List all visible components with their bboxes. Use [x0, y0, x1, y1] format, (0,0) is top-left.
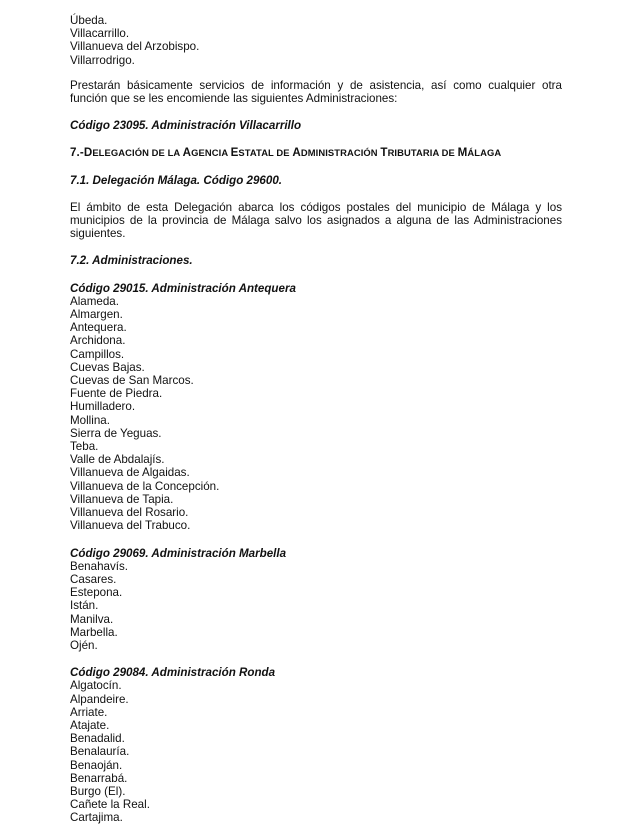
administraciones-heading: 7.2. Administraciones. [70, 254, 193, 268]
delegacion-malaga-heading: 7.1. Delegación Málaga. Código 29600. [70, 173, 282, 187]
list-item: Villacarrillo. [70, 27, 130, 41]
list-item: Benadalid. [70, 732, 125, 746]
list-item: Cañete la Real. [70, 798, 150, 812]
antequera-town-list [70, 295, 562, 533]
section-7-heading [70, 146, 562, 159]
list-item: Arriate. [70, 705, 108, 719]
title-initial: E [230, 146, 239, 160]
delegacion-paragraph: El ámbito de esta Delegación abarca los códigos postales del municipio de Málaga y los municipios de la provincia de Málaga salvo los asignados a alguna de las Administraciones siguientes. [70, 200, 562, 241]
list-item: Burgo (El). [70, 784, 126, 798]
admin-ronda-heading: Código 29084. Administración Ronda [70, 666, 276, 680]
list-item: Villanueva de Tapia. [70, 492, 174, 506]
list-item: Campillos. [70, 347, 125, 361]
title-rest: ELEGACIÓN DE LA [92, 147, 183, 159]
title-initial: A [292, 146, 301, 160]
admin-villacarrillo-heading: Código 23095. Administración Villacarrillo [70, 119, 302, 133]
list-item: Archidona. [70, 334, 126, 348]
list-item: Estepona. [70, 586, 123, 600]
list-item: Villanueva de Algaidas. [70, 466, 190, 480]
list-item: Benaoján. [70, 758, 123, 772]
list-item: Villanueva del Rosario. [70, 506, 189, 520]
list-item: Villarrodrigo. [70, 53, 135, 67]
title-rest: RIBUTARIA DE [387, 147, 458, 159]
list-item: Benahavís. [70, 559, 129, 573]
list-item: Sierra de Yeguas. [70, 426, 162, 440]
list-item: Manilva. [70, 612, 114, 626]
list-item: Benalauría. [70, 745, 130, 759]
list-item: Humilladero. [70, 400, 136, 414]
intro-town-list [70, 14, 562, 67]
list-item: Marbella. [70, 625, 118, 639]
section-7-title [84, 147, 501, 158]
ronda-town-list [70, 679, 562, 824]
list-item: Villanueva del Arzobispo. [70, 40, 200, 54]
list-item: Almargen. [70, 308, 123, 322]
list-item: Fuente de Piedra. [70, 387, 163, 401]
list-item: Ojén. [70, 638, 98, 652]
list-item: Cuevas Bajas. [70, 360, 145, 374]
title-initial: D [83, 146, 93, 160]
list-item: Algatocín. [70, 679, 122, 693]
list-item: Villanueva de la Concepción. [70, 479, 220, 493]
list-item: Teba. [70, 440, 99, 454]
admin-antequera-heading: Código 29015. Administración Antequera [70, 281, 296, 295]
list-item: Úbeda. [70, 14, 108, 27]
list-item: Valle de Abdalajís. [70, 453, 165, 467]
list-item: Alameda. [70, 294, 119, 308]
list-item: Antequera. [70, 321, 127, 335]
list-item: Mollina. [70, 413, 110, 427]
title-rest: DMINISTRACIÓN [300, 147, 381, 159]
title-initial: T [380, 146, 388, 160]
admin-marbella-heading: Código 29069. Administración Marbella [70, 546, 287, 560]
list-item: Alpandeire. [70, 692, 129, 706]
list-item: Villanueva del Trabuco. [70, 519, 191, 533]
list-item: Atajate. [70, 718, 110, 732]
list-item: Istán. [70, 599, 99, 613]
list-item: Casares. [70, 572, 117, 586]
title-rest: STATAL DE [238, 147, 293, 159]
list-item: Benarrabá. [70, 771, 128, 785]
marbella-town-list [70, 560, 562, 652]
services-paragraph: Prestarán básicamente servicios de información y de asistencia, así como cualquier otra función que se les encomiende las siguientes Administraciones: [70, 78, 562, 106]
section-7-number: 7.- [70, 146, 84, 160]
title-rest: GENCIA [191, 147, 231, 159]
title-initial: M [457, 146, 468, 160]
list-item: Cartajima. [70, 811, 123, 825]
title-initial: A [182, 146, 192, 160]
list-item: Cuevas de San Marcos. [70, 374, 194, 388]
title-rest: ÁLAGA [467, 147, 502, 159]
document-page [70, 14, 562, 825]
